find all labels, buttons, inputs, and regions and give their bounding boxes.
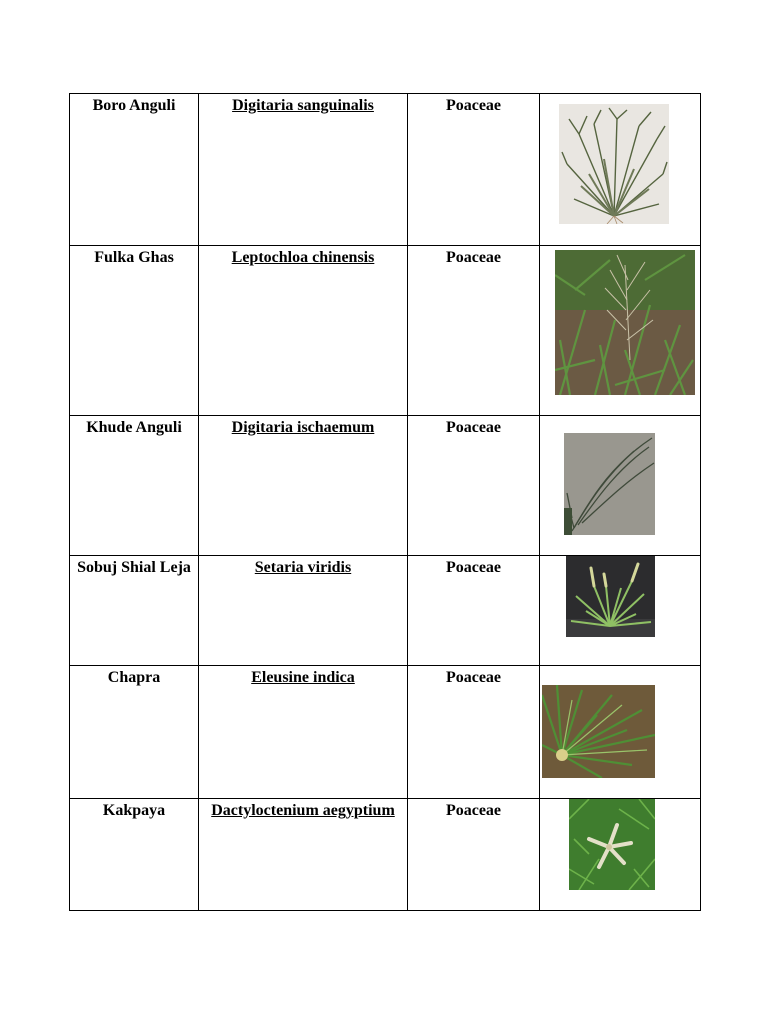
scientific-name-cell [199, 799, 408, 911]
family-name: Poaceae [445, 559, 502, 576]
scientific-name-cell [199, 556, 408, 666]
local-name-cell [70, 556, 199, 666]
family-name: Poaceae [445, 669, 502, 686]
local-name: Sobuj Shial Leja [77, 559, 191, 576]
local-name: Khude Anguli [86, 419, 182, 436]
scientific-name: Dactyloctenium aegyptium [211, 802, 395, 819]
photo-cell [540, 246, 701, 416]
family-name: Poaceae [445, 419, 502, 436]
table-row [70, 416, 701, 556]
local-name: Fulka Ghas [94, 249, 174, 266]
local-name-cell [70, 666, 199, 799]
scientific-name-cell [199, 416, 408, 556]
table-row [70, 556, 701, 666]
table-row [70, 246, 701, 416]
scientific-name-cell [199, 666, 408, 799]
plant-photo-eleusine-indica [542, 685, 655, 778]
family-cell [408, 556, 540, 666]
local-name-cell [70, 416, 199, 556]
scientific-name-cell [199, 246, 408, 416]
scientific-name: Setaria viridis [254, 559, 352, 576]
local-name: Boro Anguli [92, 97, 176, 114]
photo-cell [540, 416, 701, 556]
scientific-name: Digitaria ischaemum [231, 419, 375, 436]
weed-species-table [69, 93, 701, 911]
family-cell [408, 799, 540, 911]
local-name-cell [70, 799, 199, 911]
plant-photo-dactyloctenium-aegyptium [569, 799, 655, 890]
local-name: Chapra [107, 669, 161, 686]
local-name-cell [70, 246, 199, 416]
scientific-name: Leptochloa chinensis [231, 249, 375, 266]
family-name: Poaceae [445, 802, 502, 819]
family-cell [408, 416, 540, 556]
table-row [70, 666, 701, 799]
plant-photo-setaria-viridis [566, 556, 655, 637]
scientific-name: Digitaria sanguinalis [232, 97, 374, 114]
photo-cell [540, 94, 701, 246]
family-cell [408, 666, 540, 799]
local-name-cell [70, 94, 199, 246]
table-row [70, 799, 701, 911]
photo-cell [540, 799, 701, 911]
photo-cell [540, 556, 701, 666]
plant-photo-digitaria-sanguinalis [559, 104, 669, 224]
family-cell [408, 246, 540, 416]
plant-photo-digitaria-ischaemum [564, 433, 655, 535]
photo-cell [540, 666, 701, 799]
scientific-name-cell [199, 94, 408, 246]
family-name: Poaceae [445, 97, 502, 114]
plant-photo-leptochloa-chinensis [555, 250, 695, 395]
family-cell [408, 94, 540, 246]
family-name: Poaceae [445, 249, 502, 266]
table-row [70, 94, 701, 246]
scientific-name: Eleusine indica [251, 669, 355, 686]
local-name: Kakpaya [102, 802, 166, 819]
